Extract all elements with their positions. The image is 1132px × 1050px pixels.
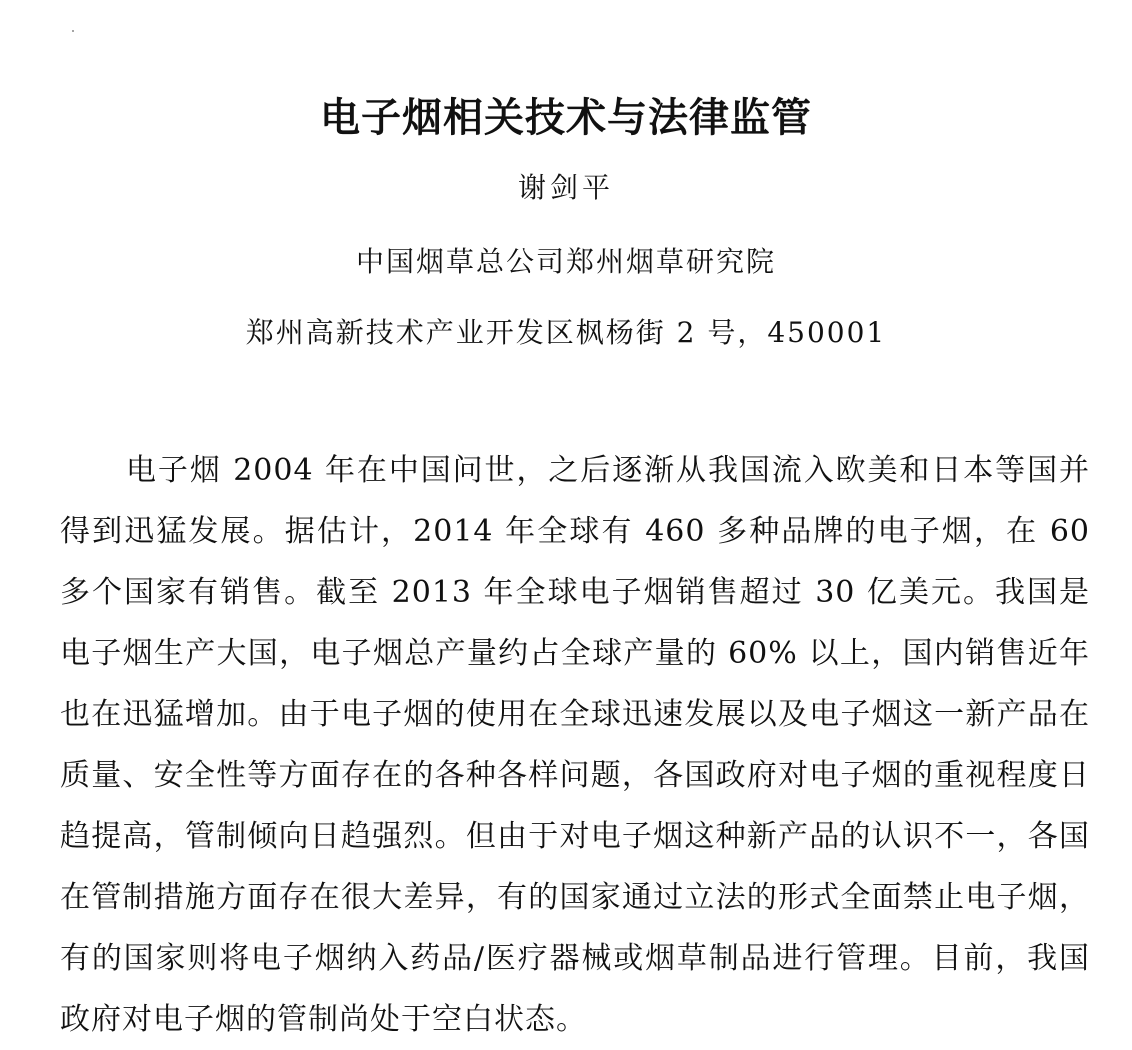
author-name: 谢剑平	[517, 171, 614, 204]
author-address: 郑州高新技术产业开发区枫杨街 2 号，450001	[245, 316, 887, 349]
author-affiliation: 中国烟草总公司郑州烟草研究院	[355, 245, 776, 278]
scan-speck	[72, 30, 74, 32]
article-title: 电子烟相关技术与法律监管	[320, 95, 812, 141]
abstract-paragraph: 电子烟 2004 年在中国问世，之后逐渐从我国流入欧美和日本等国并得到迅猛发展。据估计，2014 年全球有 460 多种品牌的电子烟，在 60 多个国家有销售。截至 2013 年全球电子烟销售超过 30 亿美元。我国是电子烟生产大国，电子烟总产量约占全球产量的 60% 以上，国内销售近年也在迅猛增加。由于电子烟的使用在全球迅速发展以及电子烟这一新产品在质量、安全性等方面存在的各种各样问题，各国政府对电子烟的重视程度日趋提高，管制倾向日趋强烈。但由于对电子烟这种新产品的认识不一，各国在管制措施方面存在很大差异，有的国家通过立法的形式全面禁止电子烟，有的国家则将电子烟纳入药品/医疗器械或烟草制品进行管理。目前，我国政府对电子烟的管制尚处于空白状态。	[60, 453, 1090, 1037]
